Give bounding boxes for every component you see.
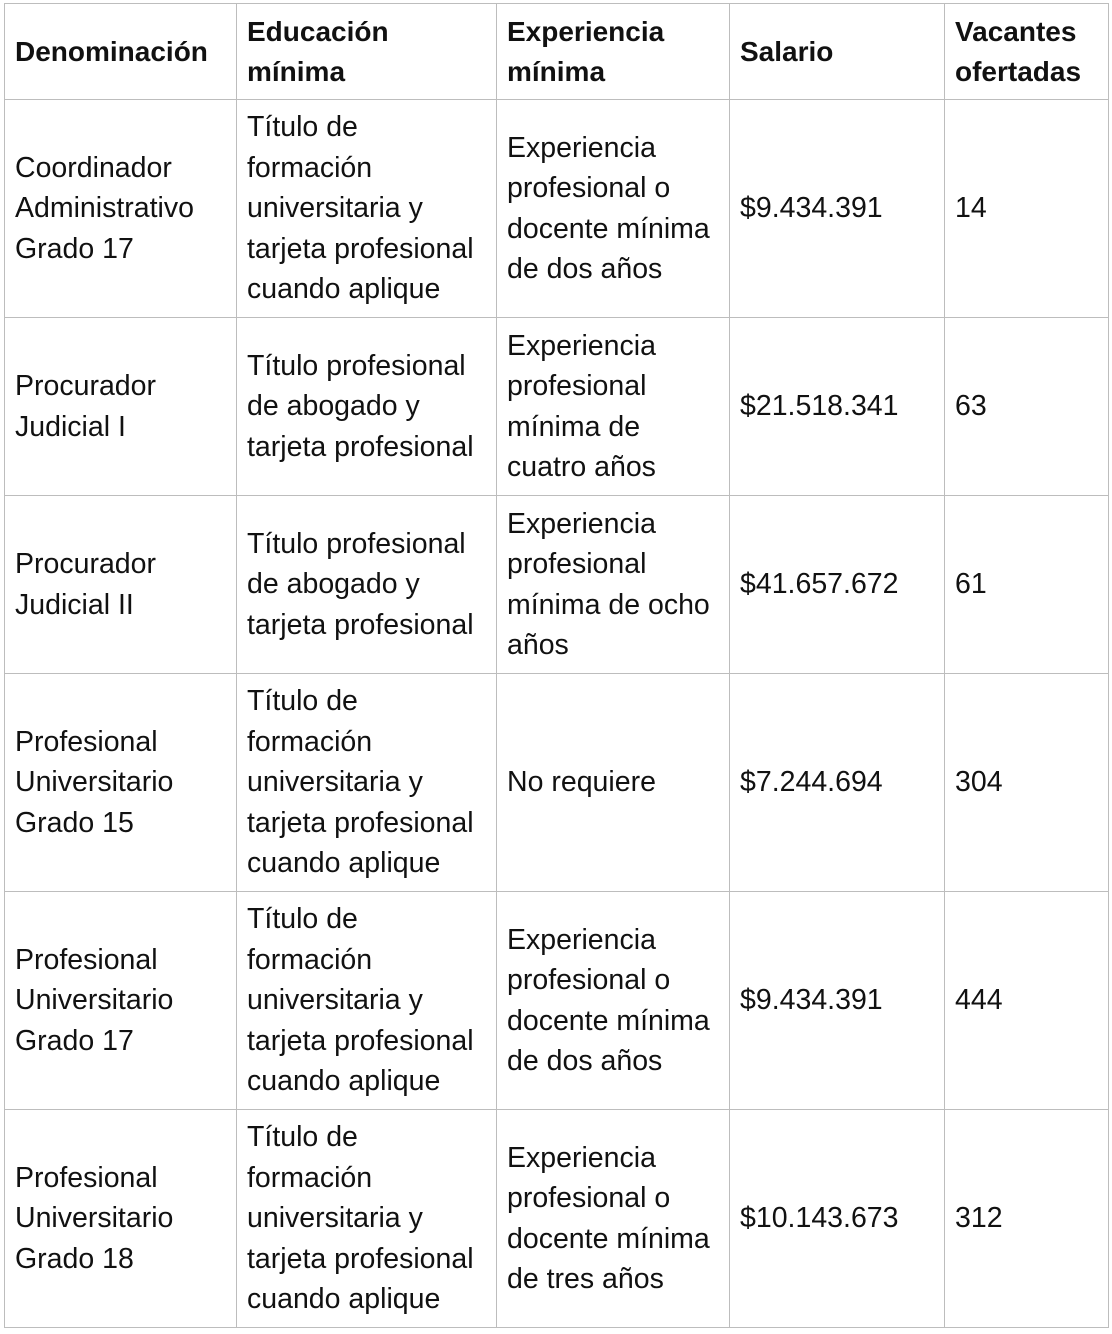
vacancies-table — [4, 3, 1109, 1328]
cell-vacantes: 61 — [945, 496, 1109, 674]
cell-experiencia: Experiencia profesional o docente mínima de dos años — [497, 100, 730, 318]
cell-denominacion: Profesional Universitario Grado 17 — [5, 892, 237, 1110]
cell-experiencia: Experiencia profesional o docente mínima de tres años — [497, 1110, 730, 1328]
table-header — [5, 4, 1109, 100]
cell-experiencia: No requiere — [497, 674, 730, 892]
cell-experiencia: Experiencia profesional o docente mínima de dos años — [497, 892, 730, 1110]
cell-denominacion: Procurador Judicial II — [5, 496, 237, 674]
header-vacantes: Vacantes ofertadas — [945, 4, 1109, 100]
cell-experiencia: Experiencia profesional mínima de cuatro años — [497, 318, 730, 496]
cell-salario: $21.518.341 — [730, 318, 945, 496]
cell-salario: $41.657.672 — [730, 496, 945, 674]
cell-educacion: Título de formación universitaria y tarjeta profesional cuando aplique — [237, 674, 497, 892]
table-row — [5, 496, 1109, 674]
cell-educacion: Título de formación universitaria y tarjeta profesional cuando aplique — [237, 100, 497, 318]
table-row — [5, 892, 1109, 1110]
cell-denominacion: Profesional Universitario Grado 18 — [5, 1110, 237, 1328]
cell-experiencia: Experiencia profesional mínima de ocho años — [497, 496, 730, 674]
cell-denominacion: Profesional Universitario Grado 15 — [5, 674, 237, 892]
table-row — [5, 674, 1109, 892]
cell-educacion: Título de formación universitaria y tarjeta profesional cuando aplique — [237, 1110, 497, 1328]
cell-salario: $9.434.391 — [730, 892, 945, 1110]
cell-salario: $9.434.391 — [730, 100, 945, 318]
cell-denominacion: Coordinador Administrativo Grado 17 — [5, 100, 237, 318]
table-row — [5, 318, 1109, 496]
cell-vacantes: 312 — [945, 1110, 1109, 1328]
cell-denominacion: Procurador Judicial I — [5, 318, 237, 496]
cell-educacion: Título profesional de abogado y tarjeta profesional — [237, 318, 497, 496]
table-row — [5, 100, 1109, 318]
cell-salario: $7.244.694 — [730, 674, 945, 892]
cell-educacion: Título profesional de abogado y tarjeta profesional — [237, 496, 497, 674]
header-experiencia: Experiencia mínima — [497, 4, 730, 100]
cell-salario: $10.143.673 — [730, 1110, 945, 1328]
table-row — [5, 1110, 1109, 1328]
cell-vacantes: 444 — [945, 892, 1109, 1110]
header-salario: Salario — [730, 4, 945, 100]
header-row — [5, 4, 1109, 100]
table-body — [5, 100, 1109, 1328]
cell-vacantes: 63 — [945, 318, 1109, 496]
header-denominacion: Denominación — [5, 4, 237, 100]
cell-educacion: Título de formación universitaria y tarjeta profesional cuando aplique — [237, 892, 497, 1110]
cell-vacantes: 304 — [945, 674, 1109, 892]
cell-vacantes: 14 — [945, 100, 1109, 318]
header-educacion: Educación mínima — [237, 4, 497, 100]
